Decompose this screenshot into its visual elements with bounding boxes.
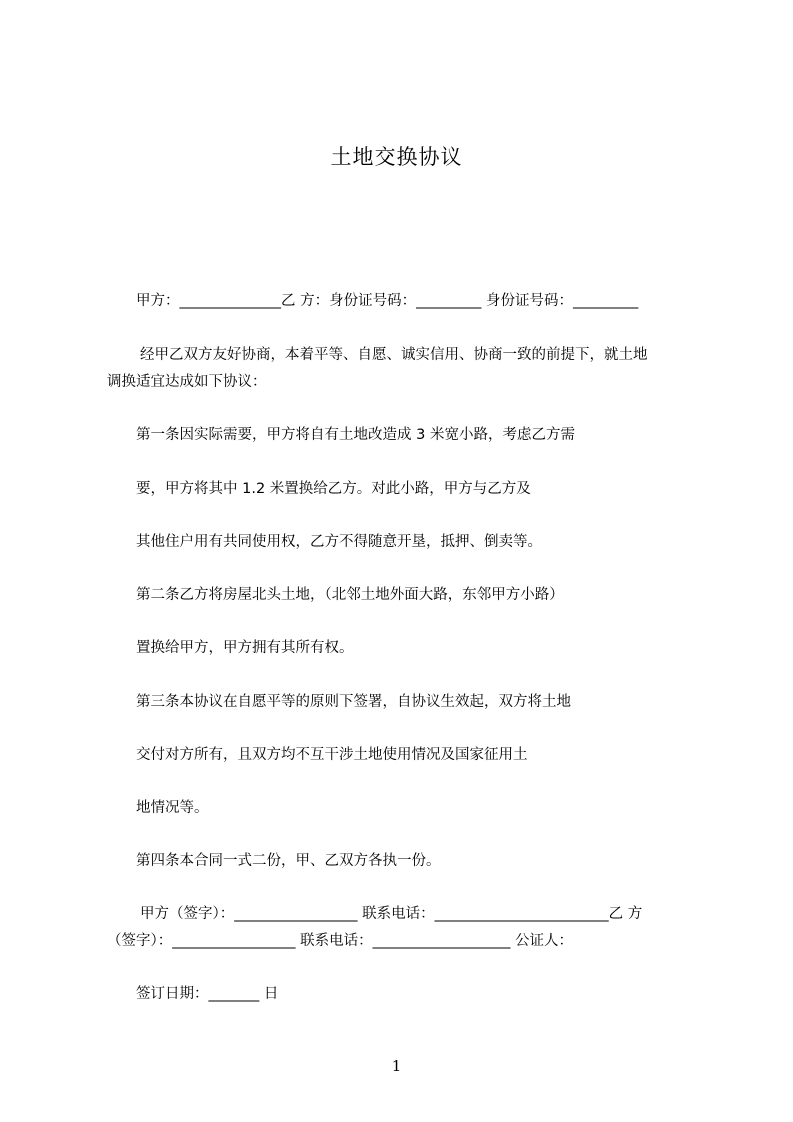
article-3-line-1: 第三条本协议在自愿平等的原则下签署，自协议生效起，双方将土地 [136,694,571,710]
article-1-line-2: 要，甲方将其中 1.2 米置换给乙方。对此小路，甲方与乙方及 [136,481,531,497]
parties-line: 甲方：______________乙 方：身份证号码：_________ 身份证号码：_________ [136,293,639,309]
article-1-line-1: 第一条因实际需要，甲方将自有土地改造成 3 米宽小路，考虑乙方需 [136,427,575,443]
page-number: 1 [391,1057,402,1075]
document-title: 土地交换协议 [330,145,463,169]
article-3-line-2: 交付对方所有，且双方均不互干涉土地使用情况及国家征用土 [136,747,528,763]
article-3-line-3: 地情况等。 [136,800,209,816]
article-2-line-1: 第二条乙方将房屋北头土地，（北邻土地外面大路，东邻甲方小路） [136,587,564,603]
signature-line-1: 甲方（签字）：_________________ 联系电话：________________________乙 方 [140,906,643,922]
signature-line-2: （签字）：_________________ 联系电话：___________________ 公证人： [107,933,573,949]
article-1-line-3: 其他住户用有共同使用权，乙方不得随意开垦，抵押、倒卖等。 [136,534,542,550]
preamble-line-2: 调换适宜达成如下协议： [107,374,267,390]
preamble-line-1: 经甲乙双方友好协商，本着平等、自愿、诚实信用、协商一致的前提下，就土地 [140,347,648,363]
article-2-line-2: 置换给甲方，甲方拥有其所有权。 [136,640,354,656]
article-4-line-1: 第四条本合同一式二份，甲、乙双方各执一份。 [136,853,441,869]
signing-date-line: 签订日期：_______ 日 [136,986,279,1002]
